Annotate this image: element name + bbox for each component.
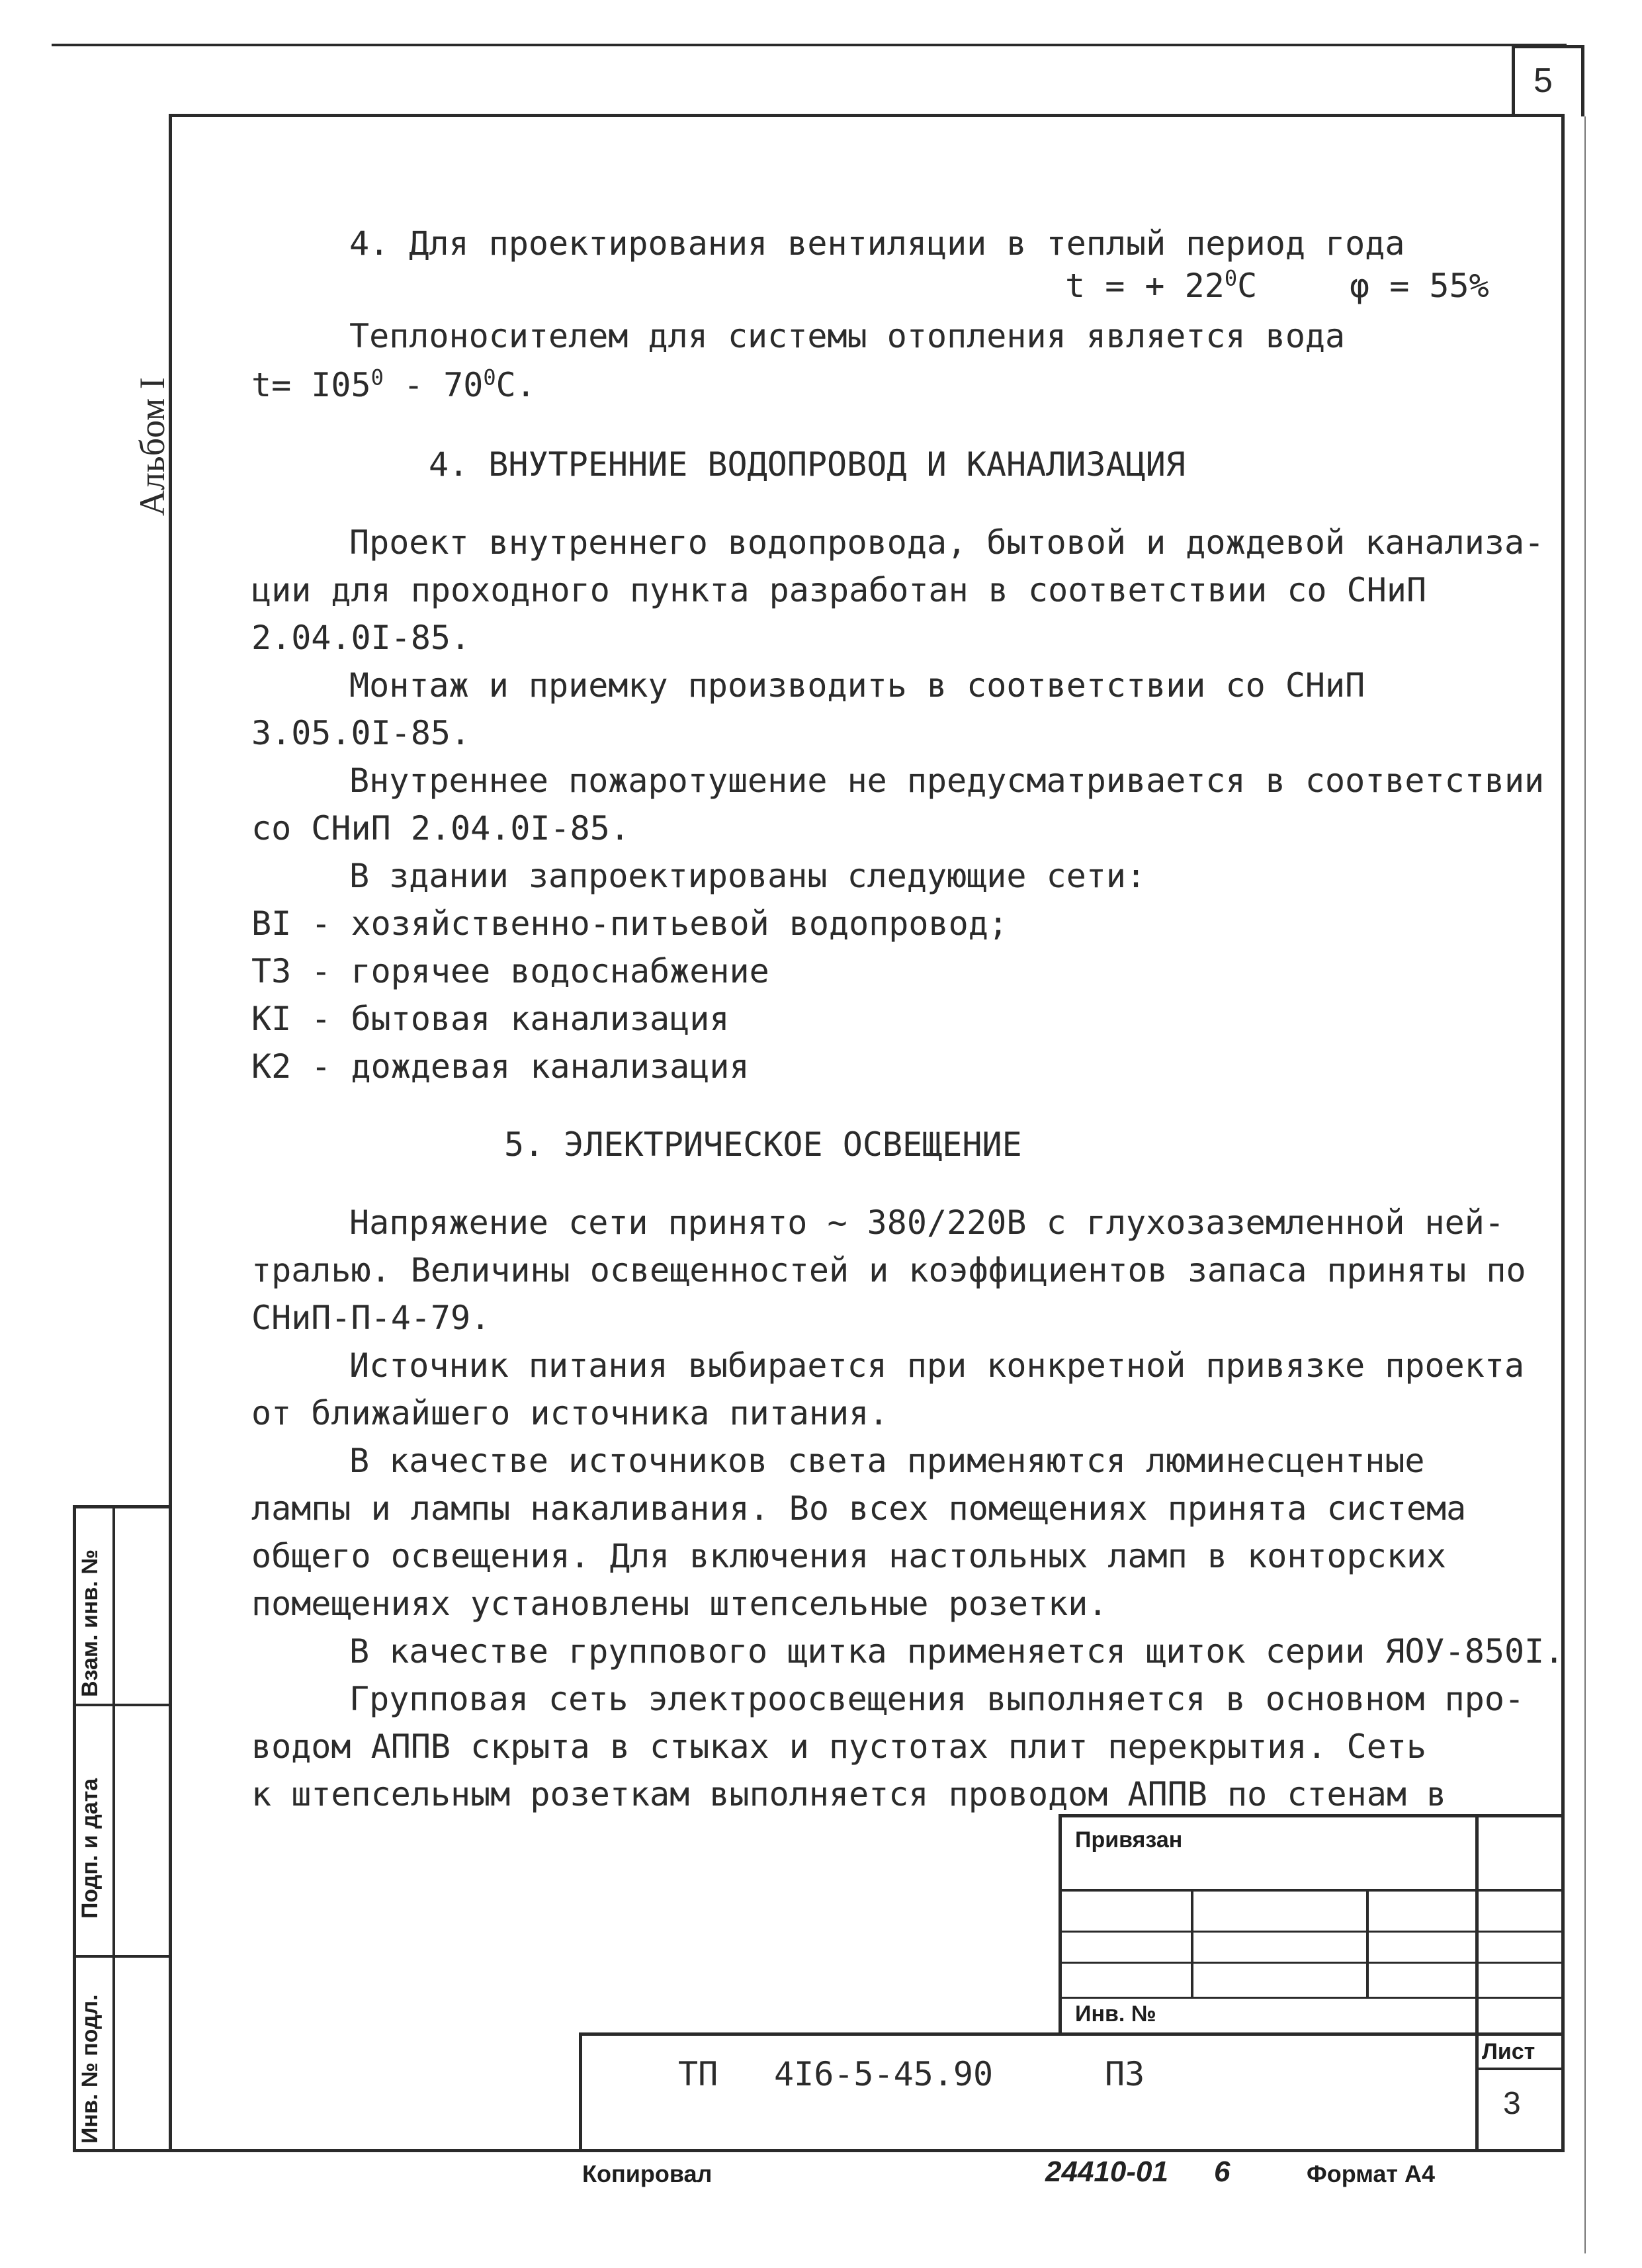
para-line: тралью. Величины освещенностей и коэффициентов запаса приняты по — [251, 1251, 1526, 1289]
para-line: СНиП-П-4-79. — [251, 1299, 491, 1337]
para-line: лампы и лампы накаливания. Во всех помещениях принята система — [251, 1489, 1467, 1528]
frame-right-outer — [1584, 116, 1586, 2253]
degree-sign-2: 0 — [483, 365, 496, 390]
line-water-temp — [251, 365, 536, 405]
para-line: со СНиП 2.04.0I-85. — [251, 809, 630, 848]
kopiroval-label: Копировал — [582, 2160, 713, 2187]
celsius: C — [1237, 267, 1258, 305]
tp-label: ТП — [678, 2055, 718, 2093]
side-stamp-row-1 — [73, 1704, 172, 1706]
line-humidity: φ = 55% — [1350, 267, 1489, 305]
tb-row-2 — [1059, 1931, 1565, 1933]
section-4-heading: 4. ВНУТРЕННИЕ ВОДОПРОВОД И КАНАЛИЗАЦИЯ — [429, 445, 1186, 484]
para-line: помещениях установлены штепсельные розетки. — [251, 1585, 1108, 1623]
list-item: Т3 - горячее водоснабжение — [251, 952, 769, 990]
water-temp-a: t= I05 — [251, 366, 371, 404]
tb-col-2 — [1366, 1889, 1369, 1998]
tb-main-left — [579, 2032, 582, 2152]
vzam-inv-label: Взам. инв. № — [77, 1549, 103, 1697]
list-label: Лист — [1482, 2039, 1535, 2064]
para-line: В качестве источников света применяются люминесцентные — [349, 1442, 1425, 1480]
line-heat-carrier: Теплоносителем для системы отопления является вода — [349, 317, 1346, 355]
podp-data-label: Подп. и дата — [77, 1778, 103, 1919]
top-rule — [52, 44, 1567, 46]
page-number: 5 — [1534, 62, 1553, 100]
list-item: К2 - дождевая канализация — [251, 1047, 750, 1086]
para-line: Монтаж и приемку производить в соответствии со СНиП — [349, 666, 1365, 705]
para-line: от ближайшего источника питания. — [251, 1394, 889, 1432]
line-ventilation: 4. Для проектирования вентиляции в теплый период года — [349, 224, 1405, 263]
document-code: 4I6-5-45.90 — [774, 2055, 994, 2093]
tb-left — [1059, 1814, 1062, 2032]
degree-sign: 0 — [1224, 265, 1238, 291]
list-item: КI - бытовая канализация — [251, 1000, 730, 1038]
line-temp-summer — [1065, 266, 1257, 306]
section-5-heading: 5. ЭЛЕКТРИЧЕСКОЕ ОСВЕЩЕНИЕ — [504, 1125, 1022, 1164]
tb-col-3 — [1475, 1814, 1479, 2152]
privyazan-label: Привязан — [1075, 1827, 1183, 1853]
para-line: Проект внутреннего водопровода, бытовой и дождевой канализа- — [349, 523, 1545, 562]
tb-row-3 — [1059, 1962, 1565, 1964]
para-line: В здании запроектированы следующие сети: — [349, 857, 1146, 895]
copy-number: 24410-01 — [1045, 2156, 1168, 2188]
para-line: ции для проходного пункта разработан в соответствии со СНиП — [251, 571, 1427, 609]
para-line: водом АППВ скрыта в стыках и пустотах плит перекрытия. Сеть — [251, 1727, 1427, 1766]
tb-row-4 — [1059, 1997, 1565, 1999]
para-line: 2.04.0I-85. — [251, 619, 471, 657]
tb-list-divider — [1475, 2068, 1565, 2070]
frame-right — [1561, 114, 1565, 2152]
copy-six: 6 — [1214, 2156, 1231, 2188]
inv-podl-label: Инв. № подл. — [77, 1994, 103, 2144]
frame-bottom — [73, 2149, 1565, 2152]
inv-no-label: Инв. № — [1075, 2001, 1156, 2027]
list-number: 3 — [1503, 2086, 1521, 2121]
album-label: Альбом I — [132, 377, 172, 516]
water-temp-b: - 70 — [383, 366, 484, 404]
para-line: к штепсельным розеткам выполняется проводом АППВ по стенам в — [251, 1775, 1447, 1813]
para-line: В качестве группового щитка применяется щиток серии ЯОУ-850I. — [349, 1632, 1565, 1671]
para-line: Напряжение сети принято ~ 380/220В с глухозаземленной ней- — [349, 1203, 1504, 1242]
side-stamp-row-2 — [73, 1955, 172, 1958]
frame-top — [169, 114, 1565, 117]
tb-top — [1059, 1814, 1565, 1817]
list-item: BI - хозяйственно-питьевой водопровод; — [251, 904, 1008, 943]
temp-value: t = + 22 — [1065, 267, 1225, 305]
para-line: общего освещения. Для включения настольных ламп в конторских — [251, 1537, 1447, 1575]
para-line: Источник питания выбирается при конкретной привязке проекта — [349, 1346, 1525, 1385]
para-line: 3.05.0I-85. — [251, 714, 471, 752]
degree-sign-1: 0 — [370, 365, 384, 390]
tb-col-1 — [1191, 1889, 1193, 1998]
pz-label: ПЗ — [1105, 2055, 1145, 2093]
tb-row-1 — [1059, 1889, 1565, 1892]
side-stamp-divider — [112, 1505, 115, 2150]
tb-main-top — [579, 2032, 1565, 2036]
para-line: Внутреннее пожаротушение не предусматривается в соответствии — [349, 762, 1545, 800]
format-label: Формат А4 — [1307, 2160, 1436, 2187]
water-temp-c: C. — [496, 366, 536, 404]
para-line: Групповая сеть электроосвещения выполняется в основном про- — [349, 1680, 1525, 1718]
